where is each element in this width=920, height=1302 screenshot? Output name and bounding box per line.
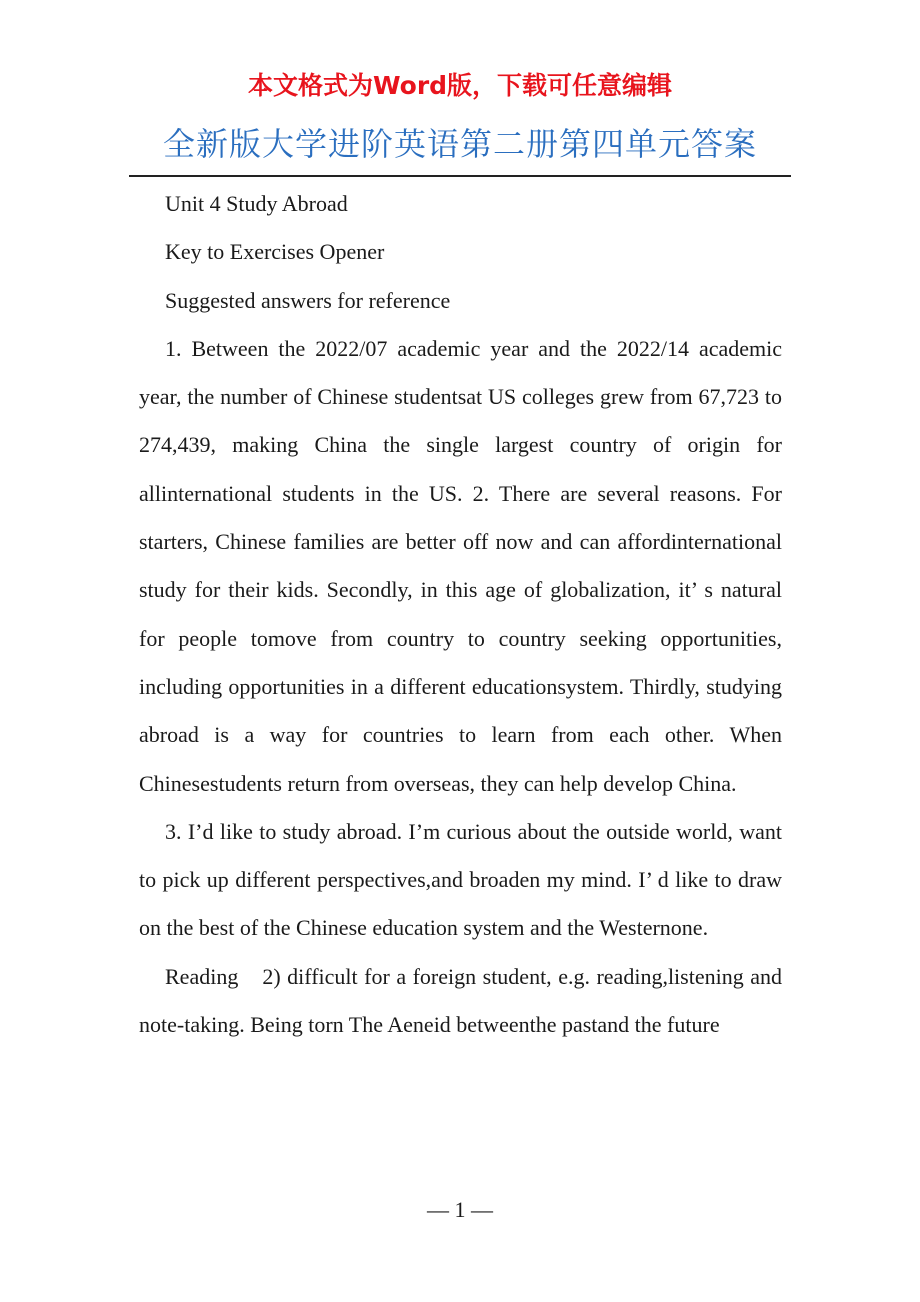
reference-note: Suggested answers for reference <box>165 287 451 313</box>
format-banner: 本文格式为Word版，下载可任意编辑 <box>247 71 673 100</box>
page-title: 全新版大学进阶英语第二册第四单元答案 <box>162 125 757 163</box>
unit-heading: Unit 4 Study Abroad <box>165 191 348 216</box>
answer-paragraph-3: 3. I’d like to study abroad. I’m curious about the outside world, want to pick up different perspectives,and broaden my mind. I’ d like to draw on the best of the Chinese education system and the Westernone. <box>139 818 782 941</box>
reading-paragraph: Reading 2) difficult for a foreign student, e.g. reading,listening and note-taking. Being torn The Aeneid betweenthe pastand the future <box>139 963 782 1038</box>
answer-paragraph-1-2: 1. Between the 2022/07 academic year and the 2022/14 academic year, the number of Chinese studentsat US colleges grew from 67,723 to 274,439, making China the single largest country of origin for allinternational students in the US. 2. There are several reasons. For starters, Chinese families are better off now and can affordinternational study for their kids. Secondly, in this age of globalization, it’ s natural for people tomove from country to country seeking opportunities, including opportunities in a different educationsystem. Thirdly, studying abroad is a way for countries to learn from each other. When Chinesestudents return from overseas, they can help develop China. <box>139 335 782 796</box>
page-number: — 1 — <box>427 1197 493 1222</box>
exercise-heading: Key to Exercises Opener <box>165 239 385 265</box>
document-body <box>139 180 782 1049</box>
title-divider <box>129 175 791 177</box>
